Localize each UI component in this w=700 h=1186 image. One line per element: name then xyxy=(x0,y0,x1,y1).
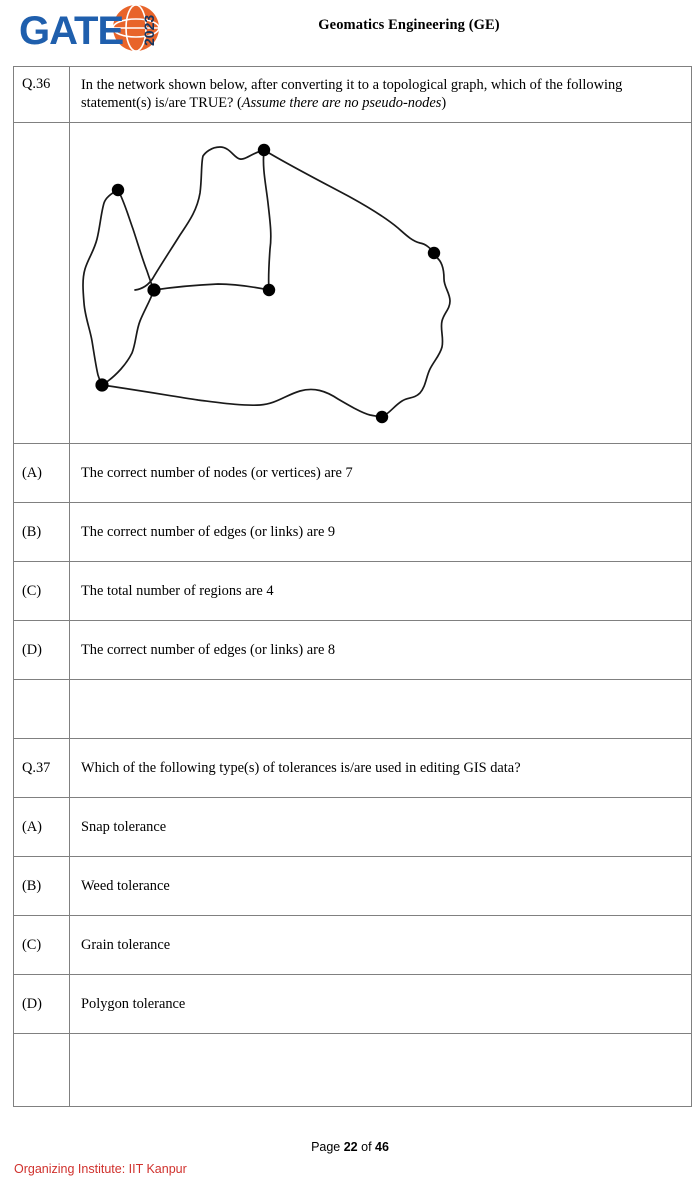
question-text-q37: Which of the following type(s) of tolerances is/are used in editing GIS data? xyxy=(70,738,692,797)
page-header xyxy=(0,0,700,66)
questions-table xyxy=(13,66,692,1107)
page-middle: of xyxy=(357,1140,376,1154)
table-row-spacer xyxy=(14,679,692,738)
option-text-q36-b: The correct number of edges (or links) are 9 xyxy=(70,502,692,561)
option-label-q37-b: (B) xyxy=(14,856,70,915)
option-label-q37-d: (D) xyxy=(14,974,70,1033)
organizing-institute: Organizing Institute: IIT Kanpur xyxy=(14,1162,187,1176)
table-row xyxy=(14,738,692,797)
figure-label-cell xyxy=(14,122,70,443)
svg-text:2023: 2023 xyxy=(141,14,157,46)
network-topology-diagram xyxy=(70,123,691,443)
table-row xyxy=(14,502,692,561)
option-label-q37-a: (A) xyxy=(14,797,70,856)
table-row xyxy=(14,856,692,915)
node-bottom-left xyxy=(95,378,108,391)
table-row xyxy=(14,561,692,620)
option-label-q36-a: (A) xyxy=(14,443,70,502)
option-text-q36-a: The correct number of nodes (or vertices) are 7 xyxy=(70,443,692,502)
page-current: 22 xyxy=(343,1140,358,1154)
page-footer xyxy=(0,1140,700,1186)
node-middle xyxy=(263,284,275,296)
option-text-q37-a: Snap tolerance xyxy=(70,797,692,856)
table-row xyxy=(14,620,692,679)
option-text-q37-b: Weed tolerance xyxy=(70,856,692,915)
edge-bottom-to-right xyxy=(382,253,450,417)
option-text-q36-d: The correct number of edges (or links) are 8 xyxy=(70,620,692,679)
edge-top-to-middle xyxy=(263,150,270,290)
question-text-q36 xyxy=(70,67,692,123)
table-row-spacer-bottom xyxy=(14,1033,692,1106)
node-top xyxy=(258,144,270,156)
edge-top-to-right xyxy=(264,150,434,253)
figure-cell xyxy=(70,122,692,443)
page-number xyxy=(0,1140,700,1154)
q36-text-part2: ) xyxy=(441,95,447,112)
question-number-q37: Q.37 xyxy=(14,738,70,797)
option-label-q37-c: (C) xyxy=(14,915,70,974)
option-text-q37-c: Grain tolerance xyxy=(70,915,692,974)
edge-junction-to-bottomleft xyxy=(102,290,154,385)
node-bottom xyxy=(376,411,388,423)
option-label-q36-b: (B) xyxy=(14,502,70,561)
edge-upperleft-to-bottomleft xyxy=(83,190,118,385)
page-title: Geomatics Engineering (GE) xyxy=(318,17,500,33)
edge-bottomleft-to-bottom xyxy=(102,385,382,417)
table-row xyxy=(14,797,692,856)
table-row xyxy=(14,67,692,123)
table-row xyxy=(14,974,692,1033)
edge-junction-to-middle xyxy=(154,284,269,290)
option-text-q36-c: The total number of regions are 4 xyxy=(70,561,692,620)
spacer-content-cell xyxy=(70,679,692,738)
table-row xyxy=(14,915,692,974)
page-total: 46 xyxy=(375,1140,389,1154)
node-upper-left xyxy=(112,184,124,196)
option-label-q36-c: (C) xyxy=(14,561,70,620)
spacer-bottom-label-cell xyxy=(14,1033,70,1106)
table-row-figure xyxy=(14,122,692,443)
question-number-q36: Q.36 xyxy=(14,67,70,123)
spacer-label-cell xyxy=(14,679,70,738)
edge-upperleft-to-junction xyxy=(118,190,154,290)
table-row xyxy=(14,443,692,502)
svg-text:GATE: GATE xyxy=(19,9,124,53)
page-prefix: Page xyxy=(311,1140,344,1154)
option-text-q37-d: Polygon tolerance xyxy=(70,974,692,1033)
node-junction xyxy=(147,283,160,296)
node-right xyxy=(428,247,440,259)
spacer-bottom-content-cell xyxy=(70,1033,692,1106)
q36-text-part1: In the network shown below, after converting it to a topological graph, which of the following statement(s) is/are TRUE? ( xyxy=(81,77,623,112)
q36-text-italic: Assume there are no pseudo-nodes xyxy=(241,95,442,112)
network-nodes xyxy=(95,144,440,423)
edge-top-to-junction-left xyxy=(135,147,264,290)
option-label-q36-d: (D) xyxy=(14,620,70,679)
